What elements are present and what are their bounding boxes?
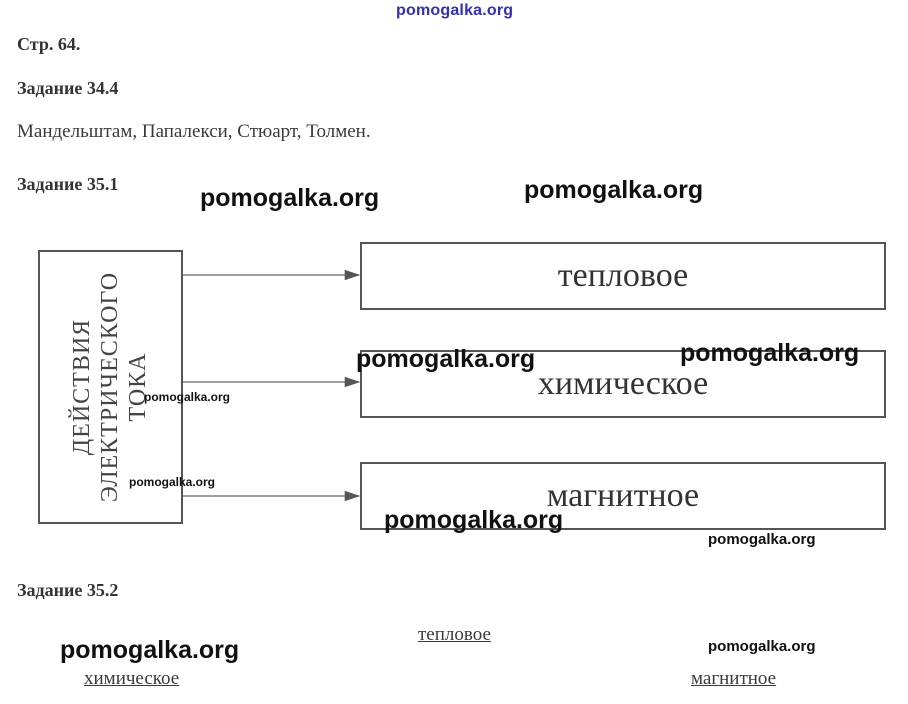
task-35-1-title: Задание 35.1 [17,174,119,194]
watermark-7: pomogalka.org [384,506,564,534]
source-box-text [69,272,153,502]
target-label-chemical: химическое [537,365,709,402]
watermark-9: pomogalka.org [60,636,240,664]
task-35-2-title: Задание 35.2 [17,580,119,600]
watermark-1: pomogalka.org [200,184,380,212]
page-reference: Стр. 64. [17,34,81,54]
answer-chemical: химическое [84,668,180,689]
watermark-top: pomogalka.org [396,2,514,19]
answer-magnetic: магнитное [691,668,777,689]
source-line-2: ЭЛЕКТРИЧЕСКОГО [97,271,124,503]
watermark-2: pomogalka.org [524,176,704,204]
watermark-5: pomogalka.org [144,390,231,404]
watermark-8: pomogalka.org [708,531,816,548]
task-34-4-answer: Мандельштам, Папалекси, Стюарт, Толмен. [17,121,371,142]
target-label-magnetic: магнитное [546,477,700,514]
target-label-thermal: тепловое [557,257,689,294]
watermark-6: pomogalka.org [129,475,216,489]
task-34-4-title: Задание 34.4 [17,78,119,98]
answer-thermal: тепловое [418,624,491,645]
watermark-3: pomogalka.org [356,345,536,373]
watermark-4: pomogalka.org [680,339,860,367]
watermark-10: pomogalka.org [708,638,816,655]
arrows [183,260,363,510]
source-line-1: ДЕЙСТВИЯ [69,318,96,456]
source-line-3: ТОКА [125,352,152,422]
target-box-thermal [360,242,886,310]
